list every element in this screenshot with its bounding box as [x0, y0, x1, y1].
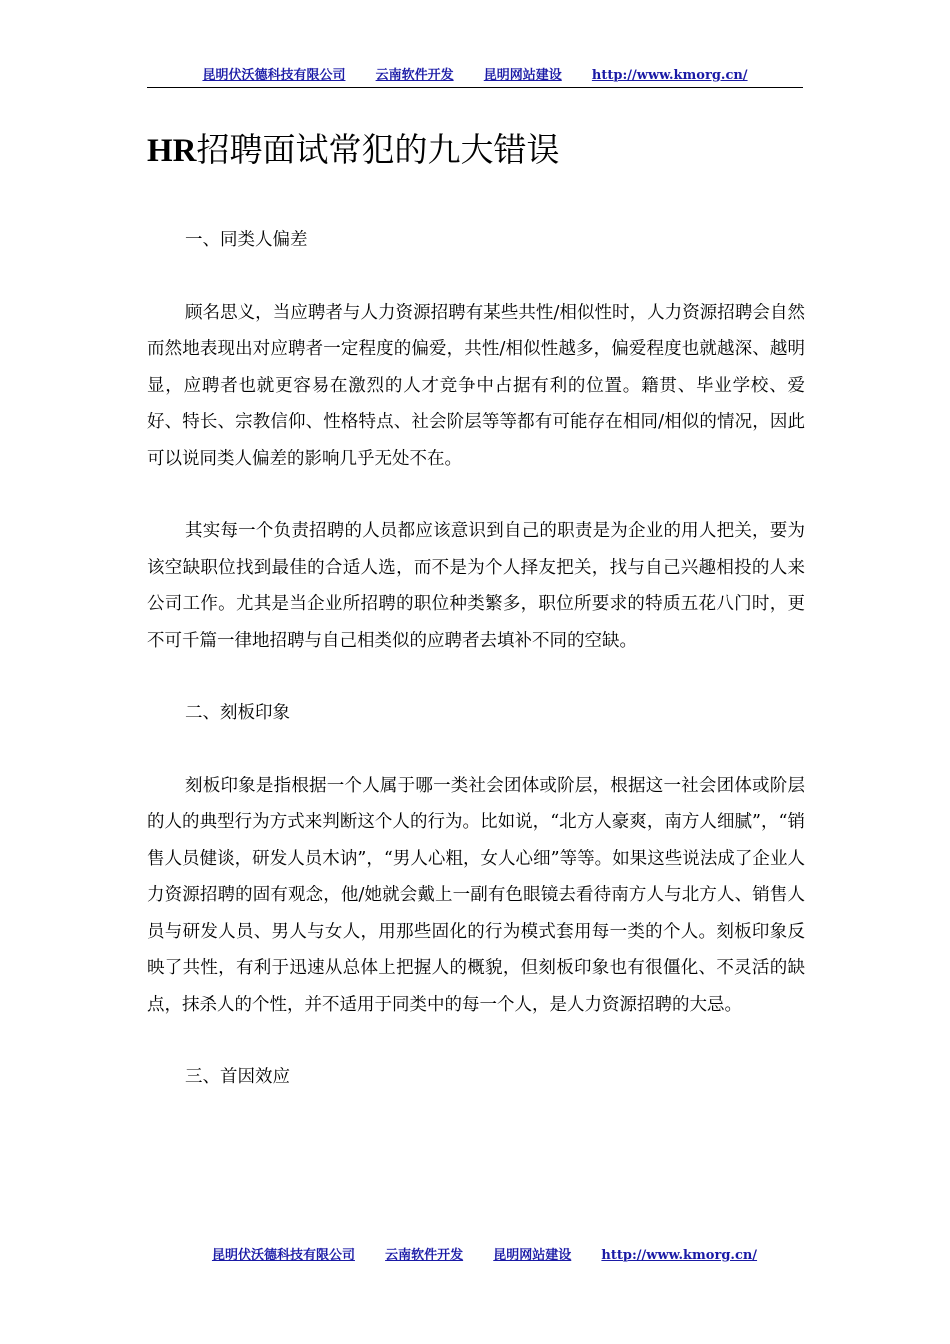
header-link-url[interactable]: http://www.kmorg.cn/ [591, 68, 748, 83]
section-heading-1: 一、同类人偏差 [185, 230, 308, 250]
paragraph-3: 刻板印象是指根据一个人属于哪一类社会团体或阶层，根据这一社会团体或阶层的人的典型行为方式来判断这个人的行为。比如说，“北方人豪爽，南方人细腻”，“销售人员健谈，研发人员木讷”，“男人心粗，女人心细”等等。如果这些说法成了企业人力资源招聘的固有观念，他/她就会戴上一副有色眼镜去看待南方人与北方人、销售人员与研发人员、男人与女人，用那些固化的行为模式套用每一类的个人。刻板印象反映了共性，有利于迅速从总体上把握人的概貌，但刻板印象也有很僵化、不灵活的缺点，抹杀人的个性，并不适用于同类中的每一个人，是人力资源招聘的大忌。 [147, 775, 805, 1015]
footer-link-software[interactable]: 云南软件开发 [385, 1248, 464, 1263]
section-heading-2: 二、刻板印象 [185, 703, 290, 723]
footer-link-website[interactable]: 昆明网站建设 [493, 1248, 572, 1263]
title-text: 招聘面试常犯的九大错误 [196, 130, 560, 169]
header-links [147, 66, 803, 86]
header-link-website[interactable]: 昆明网站建设 [483, 68, 562, 83]
document-body [147, 222, 805, 1132]
section-heading-3: 三、首因效应 [185, 1067, 290, 1087]
page-footer [147, 1246, 822, 1266]
footer-link-url[interactable]: http://www.kmorg.cn/ [601, 1248, 758, 1263]
paragraph-2: 其实每一个负责招聘的人员都应该意识到自己的职责是为企业的用人把关，要为该空缺职位找到最佳的合适人选，而不是为个人择友把关，找与自己兴趣相投的人来公司工作。尤其是当企业所招聘的职位种类繁多，职位所要求的特质五花八门时，更不可千篇一律地招聘与自己相类似的应聘者去填补不同的空缺。 [147, 521, 805, 651]
paragraph-1: 顾名思义，当应聘者与人力资源招聘有某些共性/相似性时，人力资源招聘会自然而然地表现出对应聘者一定程度的偏爱，共性/相似性越多，偏爱程度也就越深、越明显，应聘者也就更容易在激烈的人才竞争中占据有利的位置。籍贯、毕业学校、爱好、特长、宗教信仰、性格特点、社会阶层等等都有可能存在相同/相似的情况，因此可以说同类人偏差的影响几乎无处不在。 [147, 302, 805, 469]
page-header [147, 66, 803, 88]
header-link-company[interactable]: 昆明伏沃德科技有限公司 [202, 68, 346, 83]
footer-link-company[interactable]: 昆明伏沃德科技有限公司 [211, 1248, 355, 1263]
document-title [147, 128, 560, 173]
title-latin: HR [147, 133, 197, 169]
header-link-software[interactable]: 云南软件开发 [375, 68, 454, 83]
